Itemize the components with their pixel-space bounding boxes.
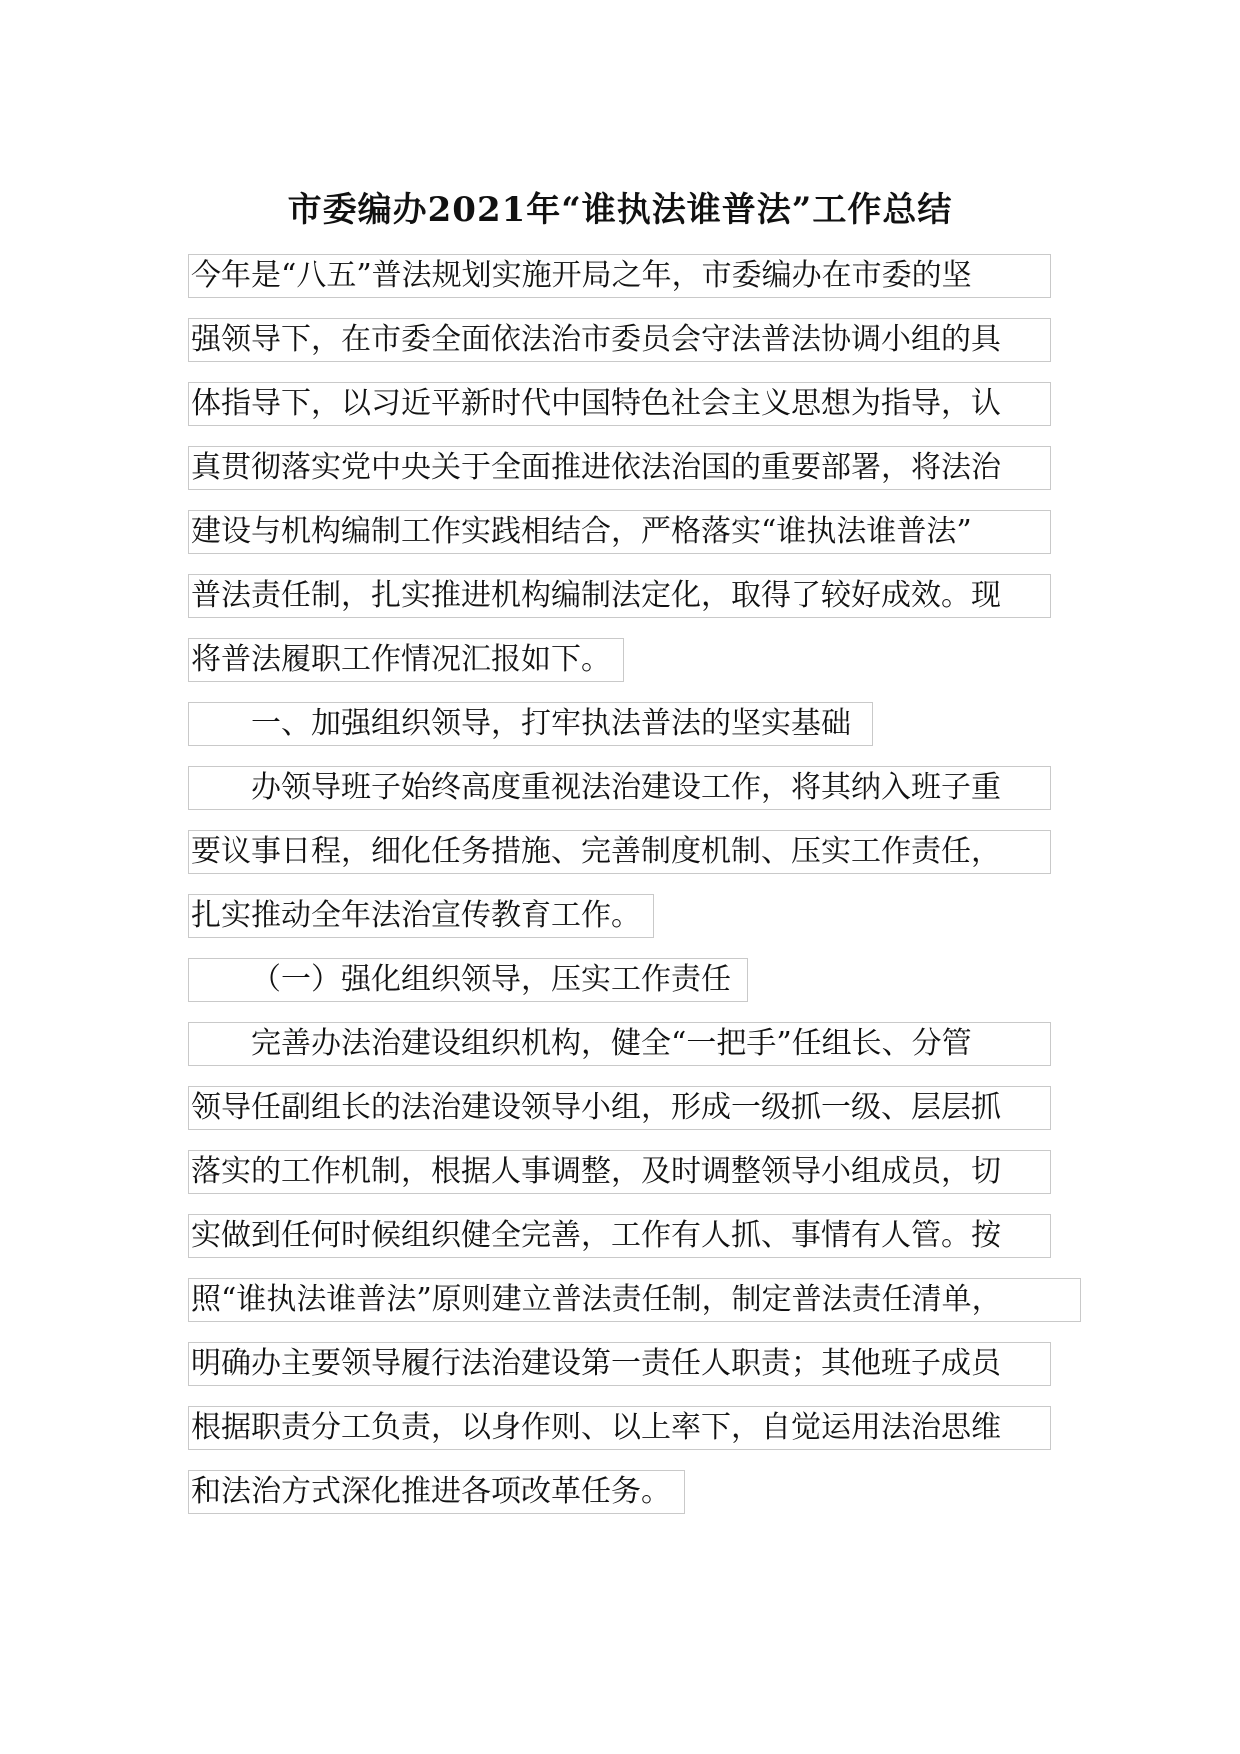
text-line: 体指导下，以习近平新时代中国特色社会主义思想为指导，认 [188,382,1051,426]
text-line: 真贯彻落实党中央关于全面推进依法治国的重要部署，将法治 [188,446,1051,490]
text-line: 根据职责分工负责，以身作则、以上率下，自觉运用法治思维 [188,1406,1051,1450]
text-line: 办领导班子始终高度重视法治建设工作，将其纳入班子重 [188,766,1051,810]
text-line: 明确办主要领导履行法治建设第一责任人职责；其他班子成员 [188,1342,1051,1386]
text-line: 要议事日程，细化任务措施、完善制度机制、压实工作责任， [188,830,1051,874]
text-line: 落实的工作机制，根据人事调整，及时调整领导小组成员，切 [188,1150,1051,1194]
document-title: 市委编办2021年“谁执法谁普法”工作总结 [287,190,953,230]
section-heading: 一、加强组织领导，打牢执法普法的坚实基础 [188,702,873,746]
text-line: 扎实推动全年法治宣传教育工作。 [188,894,654,938]
text-line: 照“谁执法谁普法”原则建立普法责任制，制定普法责任清单， [188,1278,1081,1322]
text-line: 领导任副组长的法治建设领导小组，形成一级抓一级、层层抓 [188,1086,1051,1130]
text-line: 普法责任制，扎实推进机构编制法定化，取得了较好成效。现 [188,574,1051,618]
text-line: 和法治方式深化推进各项改革任务。 [188,1470,685,1514]
text-line: 实做到任何时候组织健全完善，工作有人抓、事情有人管。按 [188,1214,1051,1258]
subsection-heading: （一）强化组织领导，压实工作责任 [188,958,748,1002]
text-line: 将普法履职工作情况汇报如下。 [188,638,624,682]
text-line: 建设与机构编制工作实践相结合，严格落实“谁执法谁普法” [188,510,1051,554]
text-line: 完善办法治建设组织机构，健全“一把手”任组长、分管 [188,1022,1051,1066]
text-line: 今年是“八五”普法规划实施开局之年，市委编办在市委的坚 [188,254,1051,298]
text-line: 强领导下，在市委全面依法治市委员会守法普法协调小组的具 [188,318,1051,362]
